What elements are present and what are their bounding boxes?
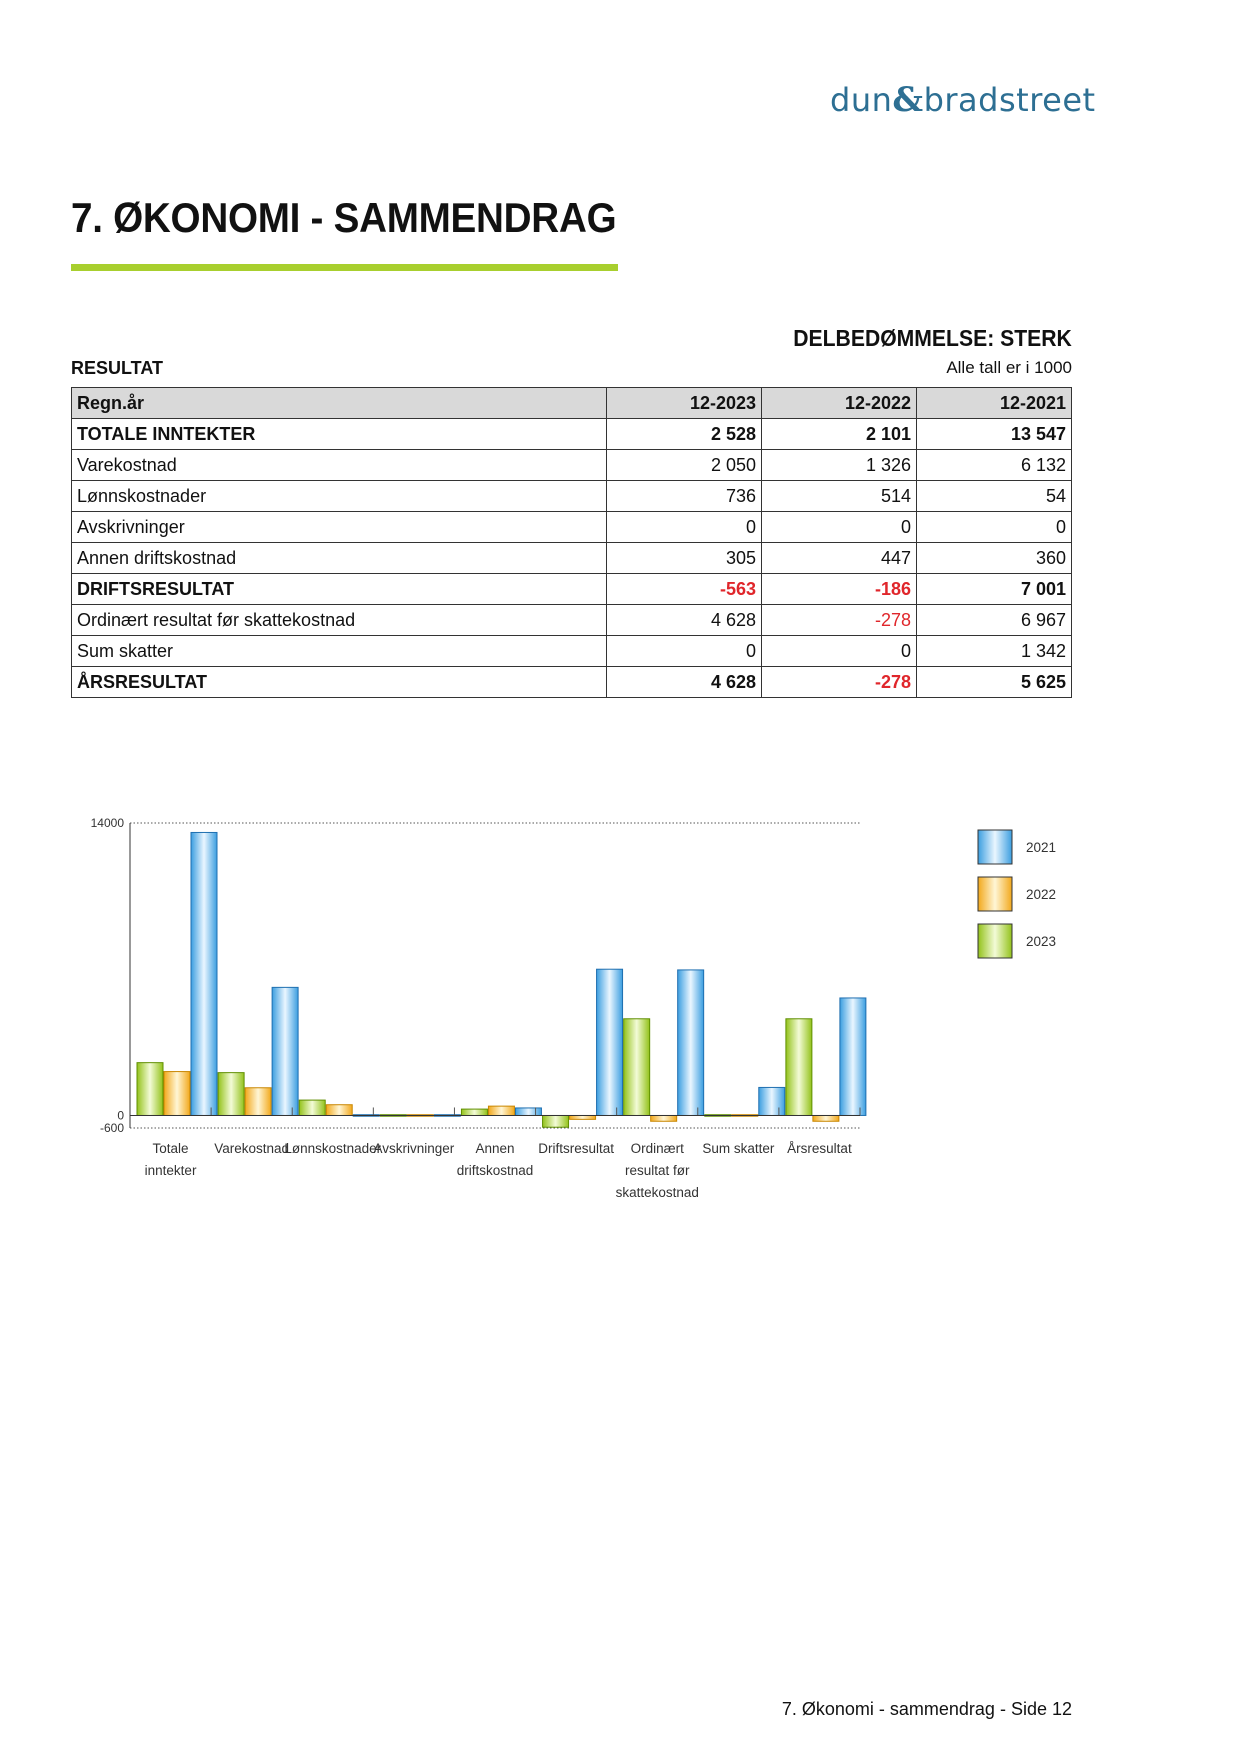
category-label: Driftsresultat — [538, 1141, 615, 1156]
bar-2023 — [299, 1100, 325, 1115]
row-label: Sum skatter — [72, 636, 607, 667]
row-label: DRIFTSRESULTAT — [72, 574, 607, 605]
header-cell-2022: 12-2022 — [762, 388, 917, 419]
header-cell-2021: 12-2021 — [917, 388, 1072, 419]
value-cell: 360 — [917, 543, 1072, 574]
value-cell: 5 625 — [917, 667, 1072, 698]
category-label: Annen — [475, 1141, 515, 1156]
bar-2021 — [191, 832, 217, 1115]
legend-swatch-2021 — [978, 830, 1012, 864]
chart-legend — [978, 830, 1056, 958]
table-row — [72, 574, 1072, 605]
bar-2022 — [570, 1115, 596, 1119]
y-tick-label: 14000 — [90, 816, 124, 830]
income-bar-chart — [60, 800, 1080, 1360]
row-label: Lønnskostnader — [72, 481, 607, 512]
category-label: skattekostnad — [615, 1185, 699, 1200]
legend-label-2023: 2023 — [1026, 934, 1057, 949]
chart-category-labels — [145, 1141, 852, 1200]
value-cell: 0 — [917, 512, 1072, 543]
bar-2021 — [515, 1108, 541, 1116]
bar-2023 — [218, 1073, 244, 1116]
row-label: Ordinært resultat før skattekostnad — [72, 605, 607, 636]
page-title: 7. ØKONOMI - SAMMENDRAG — [71, 194, 617, 241]
table-row — [72, 605, 1072, 636]
section-label: RESULTAT — [71, 358, 163, 378]
category-label: Avskrivninger — [373, 1141, 455, 1156]
y-tick-label: 0 — [117, 1108, 124, 1123]
value-cell: 305 — [607, 543, 762, 574]
title-underline — [71, 264, 618, 271]
units-note: Alle tall er i 1000 — [946, 358, 1072, 377]
value-cell: 1 342 — [917, 636, 1072, 667]
value-cell: 2 101 — [762, 419, 917, 450]
logo-text-bradstreet: bradstreet — [923, 81, 1096, 119]
bar-2021 — [597, 969, 623, 1115]
value-cell: 7 001 — [917, 574, 1072, 605]
bar-2023 — [624, 1019, 650, 1116]
table-row — [72, 543, 1072, 574]
value-cell: 0 — [607, 512, 762, 543]
bar-2022 — [164, 1072, 190, 1116]
value-cell: 13 547 — [917, 419, 1072, 450]
row-label: Varekostnad — [72, 450, 607, 481]
category-label: Sum skatter — [702, 1141, 775, 1156]
bar-2022 — [326, 1105, 352, 1116]
value-cell: 6 967 — [917, 605, 1072, 636]
value-cell: 0 — [607, 636, 762, 667]
y-tick-label: -600 — [99, 1121, 124, 1135]
table-row — [72, 667, 1072, 698]
value-cell: -186 — [762, 574, 917, 605]
category-label: inntekter — [144, 1163, 197, 1178]
value-cell: 0 — [762, 636, 917, 667]
bar-2023 — [137, 1063, 163, 1116]
value-cell: -563 — [607, 574, 762, 605]
table-row — [72, 481, 1072, 512]
dun-bradstreet-logo — [830, 80, 1096, 124]
bar-2021 — [840, 998, 866, 1116]
value-cell: 736 — [607, 481, 762, 512]
value-cell: 447 — [762, 543, 917, 574]
row-label: Annen driftskostnad — [72, 543, 607, 574]
value-cell: 4 628 — [607, 605, 762, 636]
bar-2022 — [813, 1115, 839, 1121]
value-cell: 54 — [917, 481, 1072, 512]
table-row — [72, 512, 1072, 543]
legend-swatch-2023 — [978, 924, 1012, 958]
category-label: Varekostnad — [214, 1141, 290, 1156]
bar-2023 — [786, 1019, 812, 1116]
row-label: ÅRSRESULTAT — [72, 667, 607, 698]
rating-heading: DELBEDØMMELSE: STERK — [793, 325, 1072, 351]
table-body — [72, 419, 1072, 698]
bar-2022 — [488, 1106, 514, 1115]
value-cell: -278 — [762, 605, 917, 636]
legend-swatch-2022 — [978, 877, 1012, 911]
chart-bars — [137, 832, 866, 1127]
value-cell: 2 528 — [607, 419, 762, 450]
legend-label-2021: 2021 — [1026, 840, 1057, 855]
value-cell: -278 — [762, 667, 917, 698]
header-cell-2023: 12-2023 — [607, 388, 762, 419]
bar-2021 — [678, 970, 704, 1116]
table-header-row — [72, 388, 1072, 419]
value-cell: 1 326 — [762, 450, 917, 481]
table-row — [72, 419, 1072, 450]
value-cell: 6 132 — [917, 450, 1072, 481]
logo-text-dun: dun — [830, 81, 893, 119]
category-label: Ordinært — [630, 1141, 684, 1156]
legend-label-2022: 2022 — [1026, 887, 1057, 902]
bar-2023 — [461, 1109, 487, 1115]
bar-2022 — [651, 1115, 677, 1121]
value-cell: 0 — [762, 512, 917, 543]
row-label: TOTALE INNTEKTER — [72, 419, 607, 450]
category-label: Totale — [152, 1141, 189, 1156]
page-footer: 7. Økonomi - sammendrag - Side 12 — [781, 1699, 1072, 1719]
category-label: resultat før — [624, 1163, 690, 1178]
table-row — [72, 450, 1072, 481]
value-cell: 4 628 — [607, 667, 762, 698]
bar-2021 — [272, 987, 298, 1115]
logo-ampersand: & — [892, 80, 924, 120]
header-cell-year: Regn.år — [72, 388, 607, 419]
table-row — [72, 636, 1072, 667]
category-label: Årsresultat — [787, 1141, 852, 1156]
value-cell: 514 — [762, 481, 917, 512]
bar-2022 — [245, 1088, 271, 1116]
income-statement-table — [71, 387, 1072, 698]
row-label: Avskrivninger — [72, 512, 607, 543]
value-cell: 2 050 — [607, 450, 762, 481]
category-label: driftskostnad — [456, 1163, 534, 1178]
bar-2021 — [759, 1087, 785, 1115]
category-label: Lønnskostnader — [284, 1141, 382, 1156]
bar-2023 — [543, 1115, 569, 1127]
